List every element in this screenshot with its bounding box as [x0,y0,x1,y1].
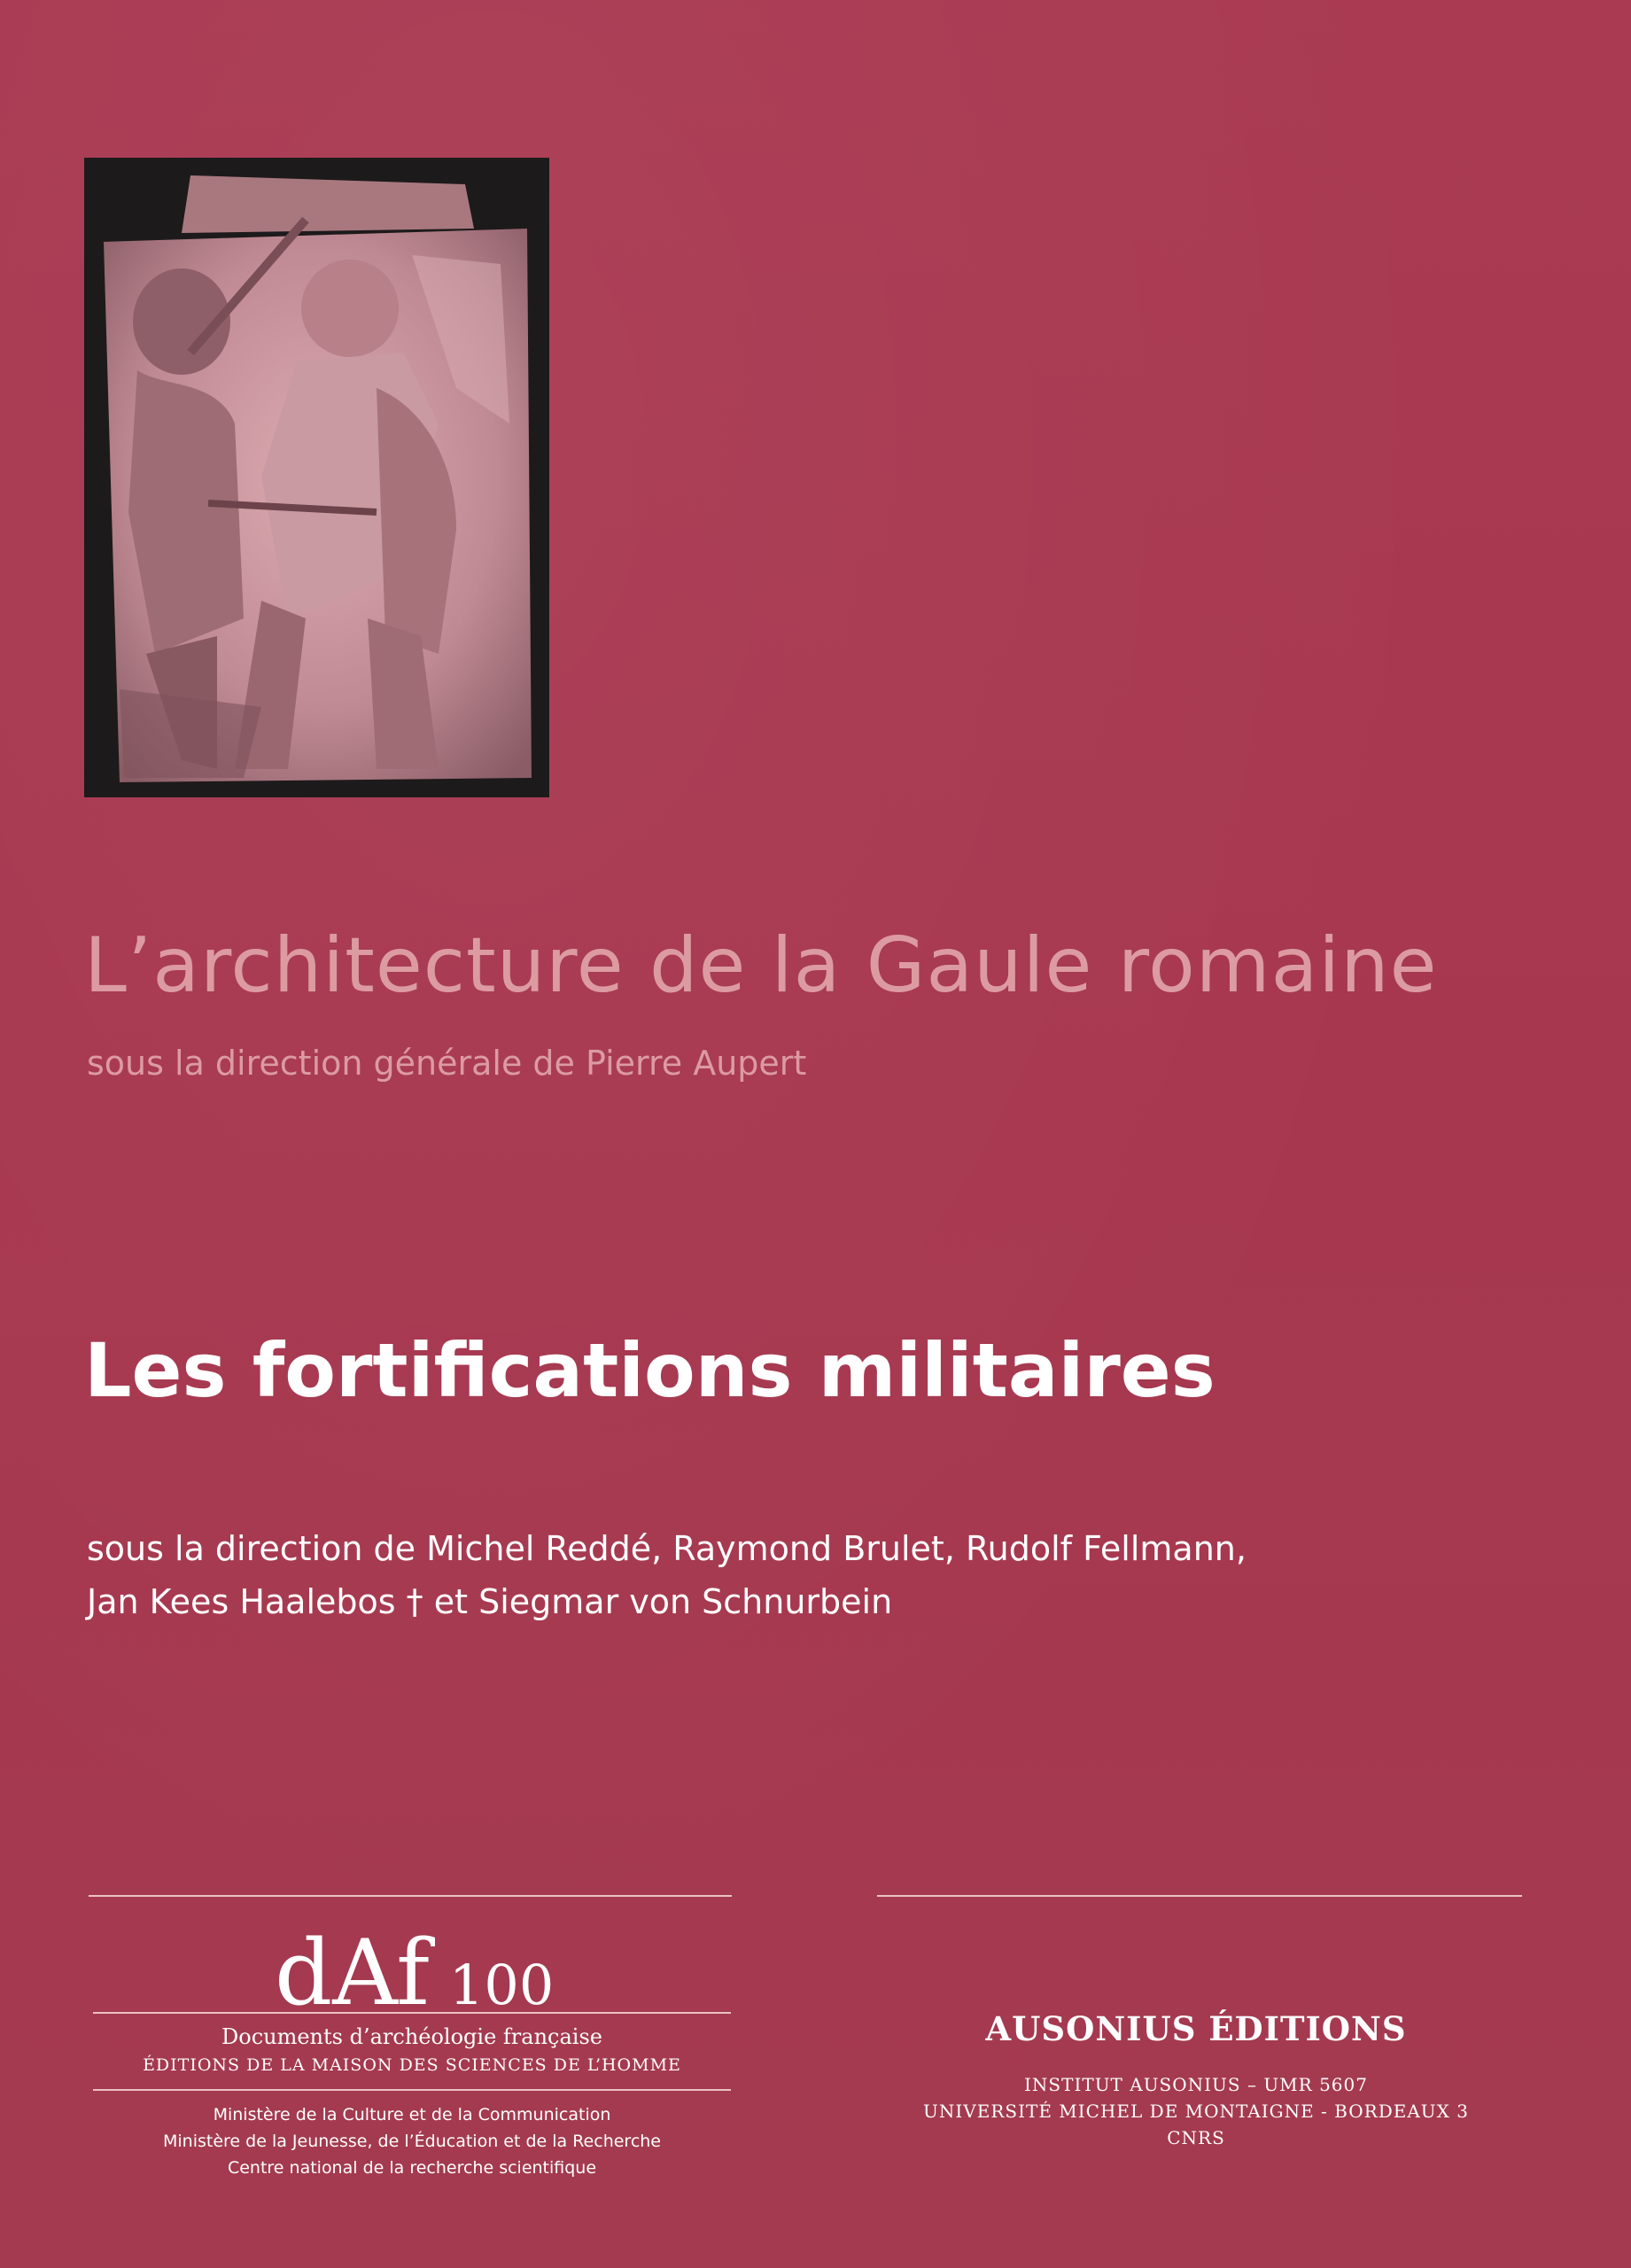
publisher-block [877,2006,1515,2151]
divider-top-right [877,1895,1522,1897]
publisher-cnrs: CNRS [1167,2127,1225,2148]
series-subtitle: sous la direction générale de Pierre Aupert [87,1044,807,1083]
editors-line: sous la direction de Michel Reddé, Raymond Brulet, Rudolf Fellmann, [87,1529,1247,1568]
divider-top-left [89,1895,732,1897]
daf-description [93,2022,731,2078]
daf-logo-text: dAf [275,1921,430,2026]
ministry-line: Ministère de la Jeunesse, de l’Éducation et de la Recherche [163,2132,661,2151]
publisher-university: UNIVERSITÉ MICHEL DE MONTAIGNE - BORDEAUX 3 [923,2101,1469,2122]
publisher-institute: INSTITUT AUSONIUS – UMR 5607 [1024,2074,1368,2095]
ministry-line: Ministère de la Culture et de la Communication [213,2105,611,2124]
daf-volume-number: 100 [448,1953,555,2017]
relief-sculpture-photo [84,158,549,797]
publisher-name: AUSONIUS ÉDITIONS [985,2009,1407,2048]
editors-line: Jan Kees Haalebos † et Siegmar von Schnurbein [87,1582,893,1621]
divider-daf-bottom [93,2089,731,2091]
ministries-list [93,2101,731,2181]
daf-collection-name: Documents d’archéologie française [221,2024,602,2049]
daf-logo [275,1921,554,2026]
editors-block [87,1522,1416,1628]
ministry-line: Centre national de la recherche scientifique [227,2158,597,2178]
book-title: Les fortifications militaires [84,1327,1215,1414]
daf-publisher-line: ÉDITIONS DE LA MAISON DES SCIENCES DE L’HOMME [143,2055,681,2075]
relief-photo-icon [84,158,549,797]
series-title: L’architecture de la Gaule romaine [84,921,1438,1010]
